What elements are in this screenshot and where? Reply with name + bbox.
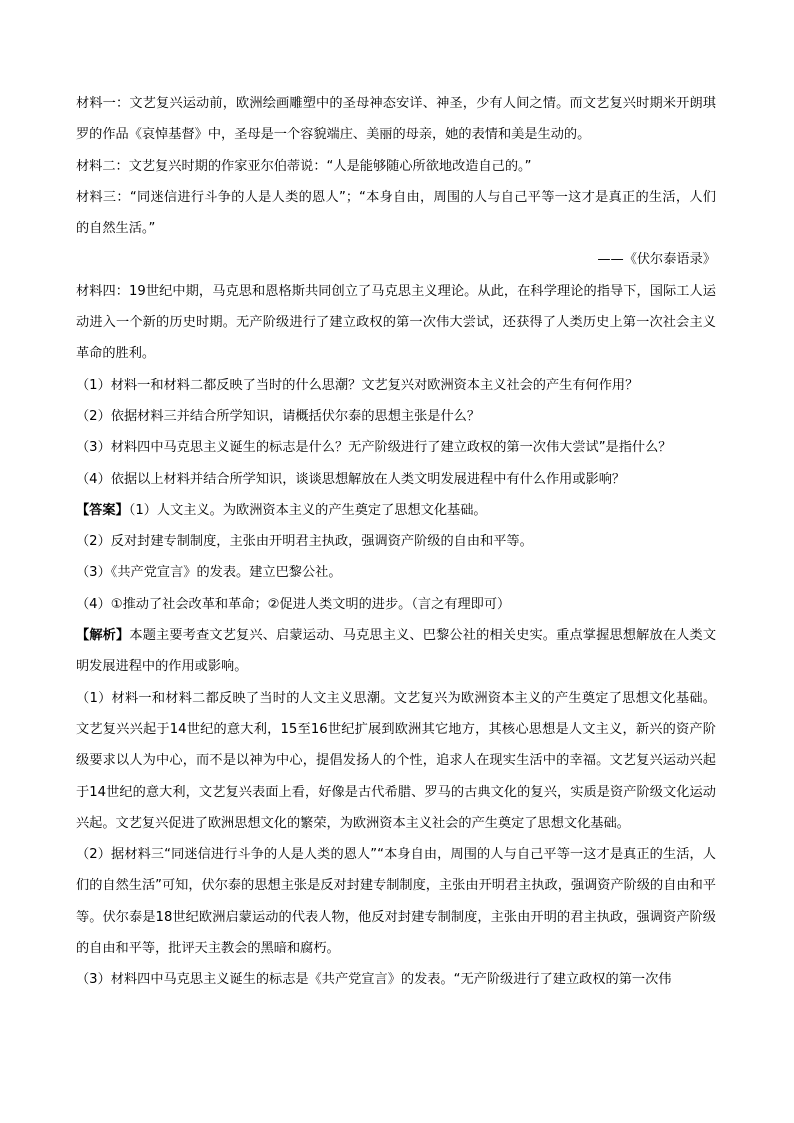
analysis-intro-line [76, 620, 716, 683]
answer-4: （4）①推动了社会改革和革命；②促进人类文明的进步。（言之有理即可） [76, 596, 511, 612]
analysis-2: （2）据材料三“同迷信进行斗争的人是人类的恩人”“本身自由，周围的人与自己平等一这才是真正的生活，人们的自然生活”可知，伏尔泰的思想主张是反对封建专制制度，主张由开明君主执政，强调资产阶级的自由和平等。伏尔泰是18世纪欧洲启蒙运动的代表人物，他反对封建专制制度，主张由开明的君主执政，强调资产阶级的自由和平等，批评天主教会的黑暗和腐朽。 [76, 847, 716, 957]
analysis-intro: 本题主要考查文艺复兴、启蒙运动、马克思主义、巴黎公社的相关史实。重点掌握思想解放在人类文明发展进程中的作用或影响。 [76, 628, 717, 675]
analysis-3: （3）材料四中马克思主义诞生的标志是《共产党宣言》的发表。“无产阶级进行了建立政权的第一次伟 [76, 972, 672, 988]
question-4: （4）依据以上材料并结合所学知识，谈谈思想解放在人类文明发展进程中有什么作用或影响？ [76, 471, 626, 487]
material-3: 材料三：“同迷信进行斗争的人是人类的恩人”；“本身自由，周围的人与自己平等一这才是真正的生活，人们的自然生活。” [76, 189, 716, 237]
analysis-1: （1）材料一和材料二都反映了当时的人文主义思潮。文艺复兴为欧洲资本主义的产生奠定了思想文化基础。文艺复兴兴起于14世纪的意大利，15至16世纪扩展到欧洲其它地方，其核心思想是人文主义，新兴的资产阶级要求以人为中心，而不是以神为中心，提倡发扬人的个性，追求人在现实生活中的幸福。文艺复兴运动兴起于14世纪的意大利，文艺复兴表面上看，好像是古代希腊、罗马的古典文化的复兴，实质是资产阶级文化运动兴起。文艺复兴促进了欧洲思想文化的繁荣，为欧洲资本主义社会的产生奠定了思想文化基础。 [76, 690, 716, 831]
answer-3: （3）《共产党宣言》的发表。建立巴黎公社。 [76, 565, 342, 581]
material-2: 材料二：文艺复兴时期的作家亚尔伯蒂说：“人是能够随心所欲地改造自己的。” [76, 158, 532, 174]
question-3: （3）材料四中马克思主义诞生的标志是什么？无产阶级进行了建立政权的第一次伟大尝试”是指什么？ [76, 440, 672, 456]
answer-1-line [76, 495, 716, 526]
material-3-source: ——《伏尔泰语录》 [597, 252, 716, 268]
document-content [76, 88, 716, 996]
question-1: （1）材料一和材料二都反映了当时的什么思潮？文艺复兴对欧洲资本主义社会的产生有何作用？ [76, 377, 639, 393]
question-2: （2）依据材料三并结合所学知识，请概括伏尔泰的思想主张是什么？ [76, 408, 481, 424]
material-4: 材料四：19世纪中期，马克思和恩格斯共同创立了马克思主义理论。从此，在科学理论的指导下，国际工人运动进入一个新的历史时期。无产阶级进行了建立政权的第一次伟大尝试，还获得了人类历史上第一次社会主义革命的胜利。 [76, 283, 716, 362]
answer-1: （1）人文主义。为欧洲资本主义的产生奠定了思想文化基础。 [128, 502, 487, 518]
analysis-label: 【解析】 [76, 628, 130, 644]
answer-2: （2）反对封建专制制度，主张由开明君主执政，强调资产阶级的自由和平等。 [76, 534, 533, 550]
answer-label: 【答案】 [76, 502, 129, 518]
material-1: 材料一：文艺复兴运动前，欧洲绘画雕塑中的圣母神态安详、神圣，少有人间之情。而文艺复兴时期米开朗琪罗的作品《哀悼基督》中，圣母是一个容貌端庄、美丽的母亲，她的表情和美是生动的。 [76, 96, 716, 143]
